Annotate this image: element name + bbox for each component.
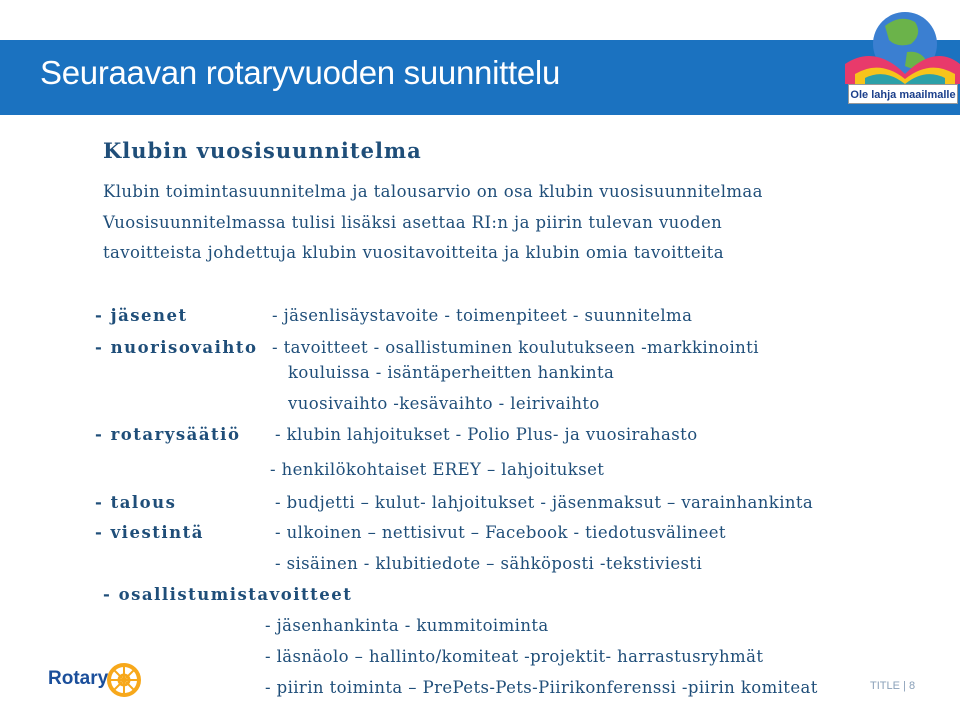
page-number xyxy=(870,680,915,692)
intro-line: tavoitteista johdettuja klubin vuositavoitteita ja klubin omia tavoitteita xyxy=(103,243,724,262)
slide-label: TITLE xyxy=(870,680,900,692)
intro-line: Vuosisuunnitelmassa tulisi lisäksi asettaa RI:n ja piirin tulevan vuoden xyxy=(103,213,723,232)
intro-line: Klubin toimintasuunnitelma ja talousarvio on osa klubin vuosisuunnitelmaa xyxy=(103,182,763,201)
section-line: kouluissa - isäntäperheitten hankinta xyxy=(288,363,615,382)
section-line: - sisäinen - klubitiedote – sähköposti -tekstiviesti xyxy=(275,554,703,573)
subtitle: Klubin vuosisuunnitelma xyxy=(103,138,422,163)
section-label-talous: - talous xyxy=(95,493,177,512)
section-line: - piirin toiminta – PrePets-Pets-Piirikonferenssi -piirin komiteat xyxy=(265,678,818,697)
rotary-wheel-icon xyxy=(106,662,142,698)
rotary-wordmark: Rotary xyxy=(48,668,109,689)
section-line: - tavoitteet - osallistuminen koulutukseen -markkinointi xyxy=(272,338,759,357)
section-label-nuorisovaihto: - nuorisovaihto xyxy=(95,338,258,357)
slide-title: Seuraavan rotaryvuoden suunnittelu xyxy=(40,54,560,91)
section-line: vuosivaihto -kesävaihto - leirivaihto xyxy=(288,394,600,413)
section-label-rotarysaatio: - rotarysäätiö xyxy=(95,425,241,444)
page-number-value: 8 xyxy=(908,680,916,692)
section-line: - jäsenlisäystavoite - toimenpiteet - suunnitelma xyxy=(272,306,693,325)
section-line: - klubin lahjoitukset - Polio Plus- ja vuosirahasto xyxy=(275,425,698,444)
section-label-osallistumistavoitteet: - osallistumistavoitteet xyxy=(103,585,353,604)
section-line: - ulkoinen – nettisivut – Facebook - tiedotusvälineet xyxy=(275,523,726,542)
logo-label: Ole lahja maailmalle xyxy=(848,84,958,104)
page-separator: | xyxy=(903,680,906,692)
section-line: - jäsenhankinta - kummitoiminta xyxy=(265,616,549,635)
section-line: - läsnäolo – hallinto/komiteat -projektit- harrastusryhmät xyxy=(265,647,764,666)
section-line: - henkilökohtaiset EREY – lahjoitukset xyxy=(270,460,605,479)
section-label-viestinta: - viestintä xyxy=(95,523,204,542)
section-label-jasenet: - jäsenet xyxy=(95,306,188,325)
section-line: - budjetti – kulut- lahjoitukset - jäsenmaksut – varainhankinta xyxy=(275,493,814,512)
